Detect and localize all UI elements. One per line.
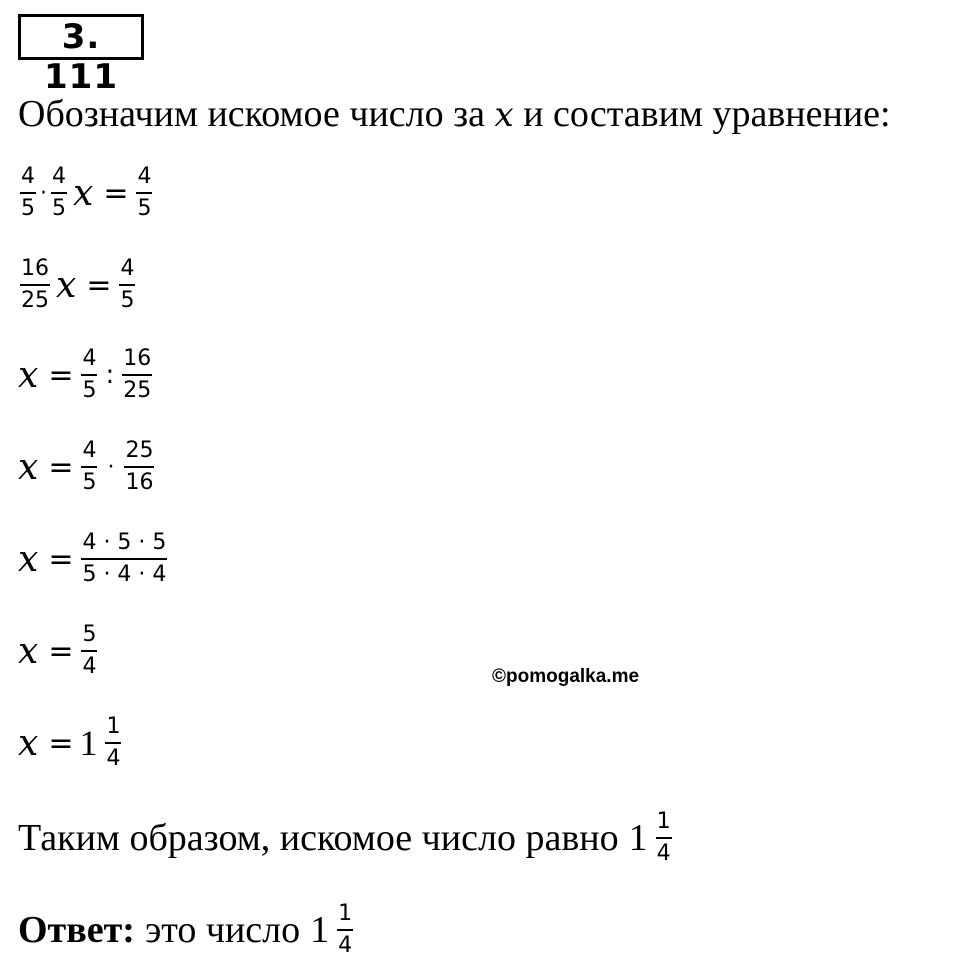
- variable-x: x: [18, 538, 39, 580]
- fraction: $\frac{1}{4}$: [656, 809, 671, 866]
- fraction: $\frac{16}{25}$: [123, 346, 152, 403]
- equals-sign: =: [48, 357, 74, 393]
- multiply-sign: ·: [40, 180, 47, 206]
- equation-step-5: [18, 524, 169, 594]
- variable-x: x: [18, 722, 39, 764]
- fraction: $\frac{1}{4}$: [106, 714, 121, 771]
- intro-before: Обозначим искомое число за: [18, 93, 486, 135]
- variable-x: x: [18, 446, 39, 488]
- fraction: $\frac{25}{16}$: [125, 438, 154, 495]
- conclusion: [18, 800, 674, 876]
- fraction: $\frac{4}{5}$: [82, 346, 97, 403]
- equals-sign: =: [48, 449, 74, 485]
- problem-number: 3. 111: [18, 14, 144, 60]
- variable-x: x: [18, 354, 39, 396]
- mixed-number-whole: 1: [628, 817, 648, 859]
- fraction: $\frac{4}{5}$: [137, 164, 152, 221]
- equation-step-3: [18, 340, 154, 410]
- equation-step-2: [18, 250, 137, 320]
- conclusion-text: Таким образом, искомое число равно: [18, 817, 619, 859]
- equals-sign: =: [103, 175, 129, 211]
- equation-step-6: [18, 616, 99, 686]
- equation-step-1: [18, 158, 154, 228]
- answer: [18, 892, 355, 968]
- intro-text: [18, 94, 891, 135]
- equals-sign: =: [48, 725, 74, 761]
- fraction: $\frac{16}{25}$: [21, 256, 49, 313]
- multiply-sign: ·: [107, 454, 115, 480]
- mixed-number-whole: 1: [310, 909, 330, 951]
- equals-sign: =: [86, 267, 112, 303]
- divide-sign: :: [105, 360, 115, 390]
- fraction: $\frac{4}{5}$: [21, 164, 35, 221]
- fraction: $\frac{4 \cdot 5 \cdot 5}{5 \cdot 4 \cdot 4}$: [82, 530, 167, 587]
- equation-step-4: [18, 432, 156, 502]
- watermark: ©pomogalka.me: [492, 666, 640, 687]
- fraction: $\frac{1}{4}$: [338, 901, 353, 958]
- intro-variable: x: [494, 95, 514, 135]
- answer-text: это число: [144, 909, 301, 951]
- fraction: $\frac{4}{5}$: [52, 164, 66, 221]
- mixed-number-whole: 1: [79, 723, 98, 763]
- fraction: $\frac{5}{4}$: [82, 622, 97, 679]
- variable-x: x: [56, 264, 77, 306]
- intro-after: и составим уравнение:: [523, 93, 891, 135]
- fraction: $\frac{4}{5}$: [120, 256, 135, 313]
- equation-step-7: [18, 708, 123, 778]
- equals-sign: =: [48, 633, 74, 669]
- variable-x: x: [18, 630, 39, 672]
- answer-label: Ответ:: [18, 909, 135, 951]
- fraction: $\frac{4}{5}$: [82, 438, 97, 495]
- variable-x: x: [73, 172, 94, 214]
- equals-sign: =: [48, 541, 74, 577]
